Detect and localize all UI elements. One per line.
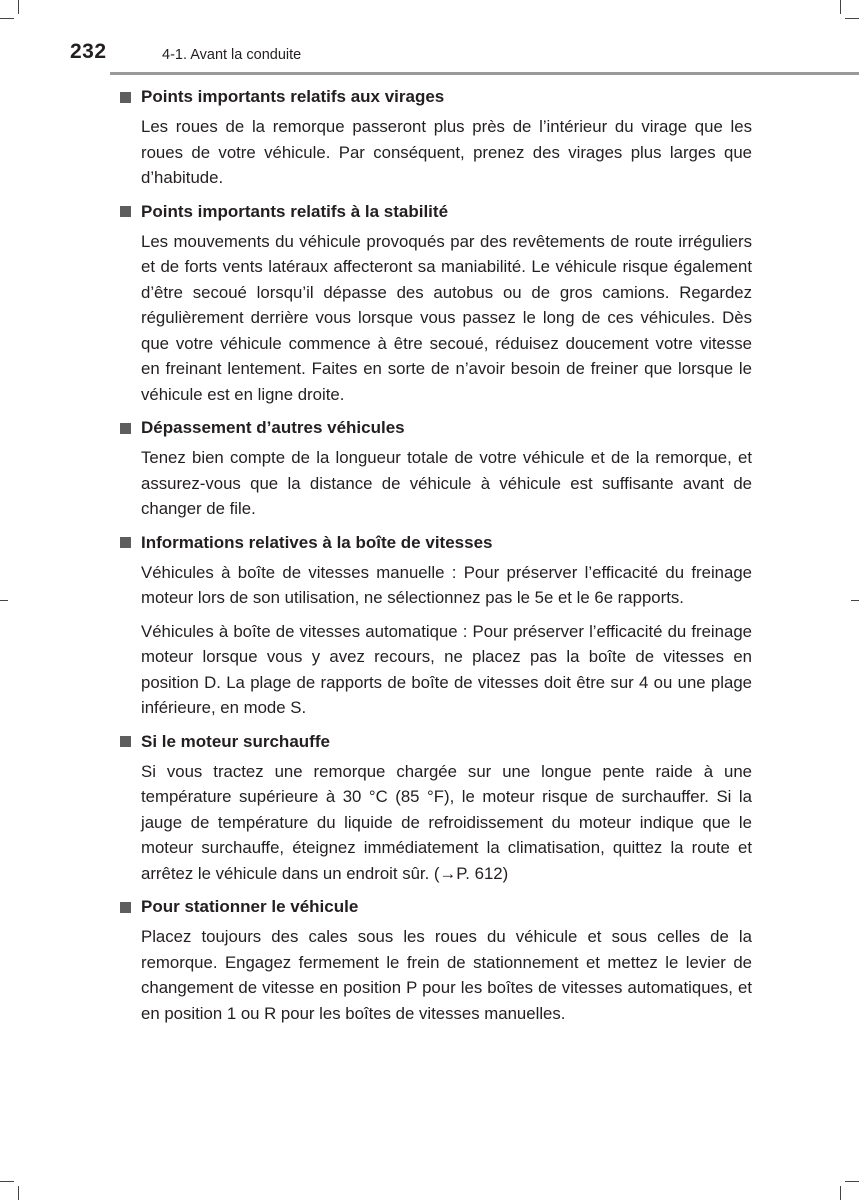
square-bullet-icon xyxy=(120,423,131,434)
section-depassement xyxy=(120,415,752,522)
crop-mark xyxy=(840,1186,841,1200)
crop-mark xyxy=(0,1181,14,1182)
paragraph: Les mouvements du véhicule provoqués par des revêtements de route irréguliers et de forts vents latéraux affecteront sa maniabilité. Le véhicule risque également d’être secoué lorsqu’il dépasse des autobus ou de gros camions. Regardez régulièrement derrière vous lorsque vous passez le long de ces véhicules. Dès que votre véhicule commence à être secoué, réduisez doucement votre vitesse en freinant lentement. Faites en sorte de n’avoir besoin de freiner que lorsque le véhicule est en ligne droite. xyxy=(141,231,752,404)
heading-text: Points importants relatifs aux virages xyxy=(141,87,445,106)
heading-text: Pour stationner le véhicule xyxy=(141,897,359,916)
page-content xyxy=(120,84,752,1034)
paragraph: Tenez bien compte de la longueur totale de votre véhicule et de la remorque, et assurez-vous que la distance de véhicule à véhicule est suffisante avant de changer de file. xyxy=(141,448,752,518)
chapter-title: 4-1. Avant la conduite xyxy=(162,47,302,63)
crop-mark xyxy=(18,1186,19,1200)
heading-text: Informations relatives à la boîte de vitesses xyxy=(141,532,493,552)
page-number: 232 xyxy=(70,40,107,63)
crop-mark xyxy=(845,1181,859,1182)
paragraph: Véhicules à boîte de vitesses manuelle : Pour préserver l’efficacité du freinage moteur lors de son utilisation, ne sélectionnez pas le 5e et le 6e rapports. xyxy=(141,562,752,607)
section-heading xyxy=(120,199,752,225)
section-heading xyxy=(120,415,752,441)
section-virages xyxy=(120,84,752,191)
section-boite-vitesses xyxy=(120,530,752,721)
crop-mark xyxy=(18,0,19,14)
square-bullet-icon xyxy=(120,92,131,103)
paragraph: Si vous tractez une remorque chargée sur une longue pente raide à une température supérieure à 30 °C (85 °F), le moteur risque de surchauffer. Si la jauge de température du liquide de refroidissement du moteur indique que le moteur surchauffe, éteignez immédiatement la climatisation, quittez la route et arrêtez le véhicule dans un endroit sûr. (→P. 612) xyxy=(141,761,752,883)
crop-mark xyxy=(0,600,8,601)
section-stabilite xyxy=(120,199,752,408)
section-heading xyxy=(120,894,752,920)
page-header xyxy=(70,40,859,74)
heading-text: Dépassement d’autres véhicules xyxy=(141,418,405,437)
heading-text: Points importants relatifs à la stabilité xyxy=(141,201,449,221)
heading-text: Si le moteur surchauffe xyxy=(141,731,330,751)
crop-mark xyxy=(0,18,14,19)
paragraph: Véhicules à boîte de vitesses automatique : Pour préserver l’efficacité du freinage moteur lorsque vous y avez recours, ne placez pas la boîte de vitesses en position D. La plage de rapports de boîte de vitesses doit être sur 4 ou une plage inférieure, en mode S. xyxy=(141,621,752,717)
crop-mark xyxy=(840,0,841,14)
section-stationner xyxy=(120,894,752,1026)
crop-mark xyxy=(851,600,859,601)
square-bullet-icon xyxy=(120,537,131,548)
section-heading xyxy=(120,729,752,755)
square-bullet-icon xyxy=(120,736,131,747)
square-bullet-icon xyxy=(120,902,131,913)
header-rule xyxy=(110,72,859,75)
section-heading xyxy=(120,84,752,110)
paragraph: Les roues de la remorque passeront plus près de l’intérieur du virage que les roues de votre véhicule. Par conséquent, prenez des virages plus larges que d’habitude. xyxy=(141,117,752,187)
square-bullet-icon xyxy=(120,206,131,217)
section-surchauffe xyxy=(120,729,752,887)
crop-mark xyxy=(845,18,859,19)
section-heading xyxy=(120,530,752,556)
paragraph: Placez toujours des cales sous les roues du véhicule et sous celles de la remorque. Engagez fermement le frein de stationnement et mettez le levier de changement de vitesse en position P pour les boîtes de vitesses automatiques, et en position 1 ou R pour les boîtes de vitesses manuelles. xyxy=(141,927,752,1023)
